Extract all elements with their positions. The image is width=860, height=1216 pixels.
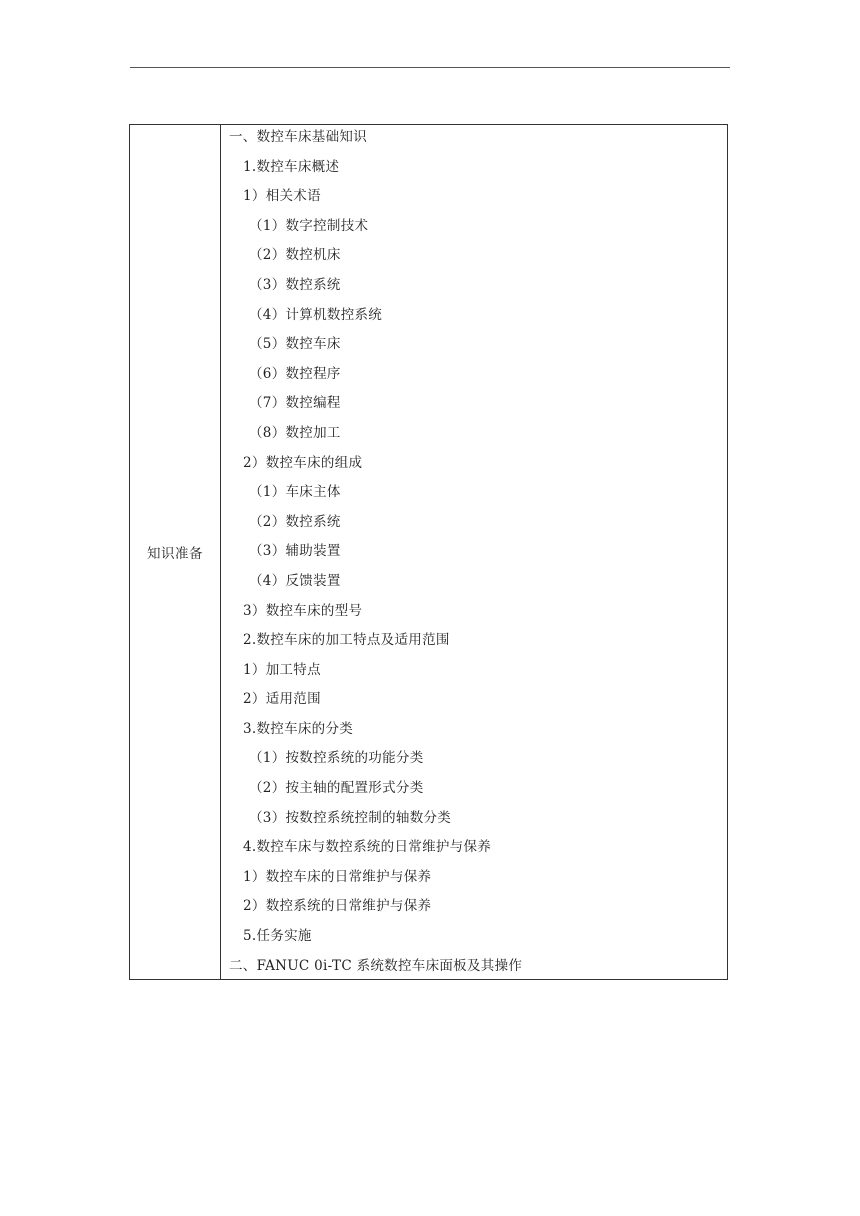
outline-item: 二、FANUC 0i-TC 系统数控车床面板及其操作 — [229, 957, 523, 974]
outline-item: 2）数控系统的日常维护与保养 — [243, 898, 432, 915]
outline-content-cell — [221, 125, 727, 979]
outline-item: （1）车床主体 — [249, 484, 341, 501]
outline-table — [129, 124, 728, 980]
outline-list — [221, 125, 727, 985]
outline-item: （4）计算机数控系统 — [249, 306, 383, 323]
outline-item: 3）数控车床的型号 — [243, 602, 363, 619]
outline-item: （8）数控加工 — [249, 424, 341, 441]
outline-item: （3）按数控系统控制的轴数分类 — [249, 809, 452, 826]
header-rule — [130, 67, 730, 68]
outline-item: 4.数控车床与数控系统的日常维护与保养 — [243, 839, 492, 856]
outline-item: （3）辅助装置 — [249, 543, 341, 560]
outline-item: （2）数控机床 — [249, 247, 341, 264]
outline-item: 5.任务实施 — [243, 928, 312, 945]
outline-item: 一、数控车床基础知识 — [229, 129, 367, 145]
outline-item: （2）按主轴的配置形式分类 — [249, 780, 424, 797]
outline-item: 1）加工特点 — [243, 661, 321, 678]
outline-item: 1）相关术语 — [243, 188, 321, 205]
outline-item: （7）数控编程 — [249, 395, 341, 412]
outline-item: （5）数控车床 — [249, 336, 341, 353]
outline-item: 2）适用范围 — [243, 691, 321, 708]
outline-item: 1）数控车床的日常维护与保养 — [243, 868, 432, 885]
outline-item: 2）数控车床的组成 — [243, 454, 363, 471]
outline-item: （3）数控系统 — [249, 276, 341, 293]
outline-item: 3.数控车床的分类 — [243, 720, 354, 737]
outline-item: （1）数字控制技术 — [249, 217, 369, 234]
outline-item: （2）数控系统 — [249, 513, 341, 530]
outline-item: 2.数控车床的加工特点及适用范围 — [243, 632, 450, 649]
outline-item: （4）反馈装置 — [249, 572, 341, 589]
outline-item: （6）数控程序 — [249, 365, 341, 382]
outline-item: 1.数控车床概述 — [243, 158, 340, 175]
outline-item: （1）按数控系统的功能分类 — [249, 750, 424, 767]
row-label: 知识准备 — [147, 546, 203, 562]
row-label-cell — [130, 125, 221, 979]
